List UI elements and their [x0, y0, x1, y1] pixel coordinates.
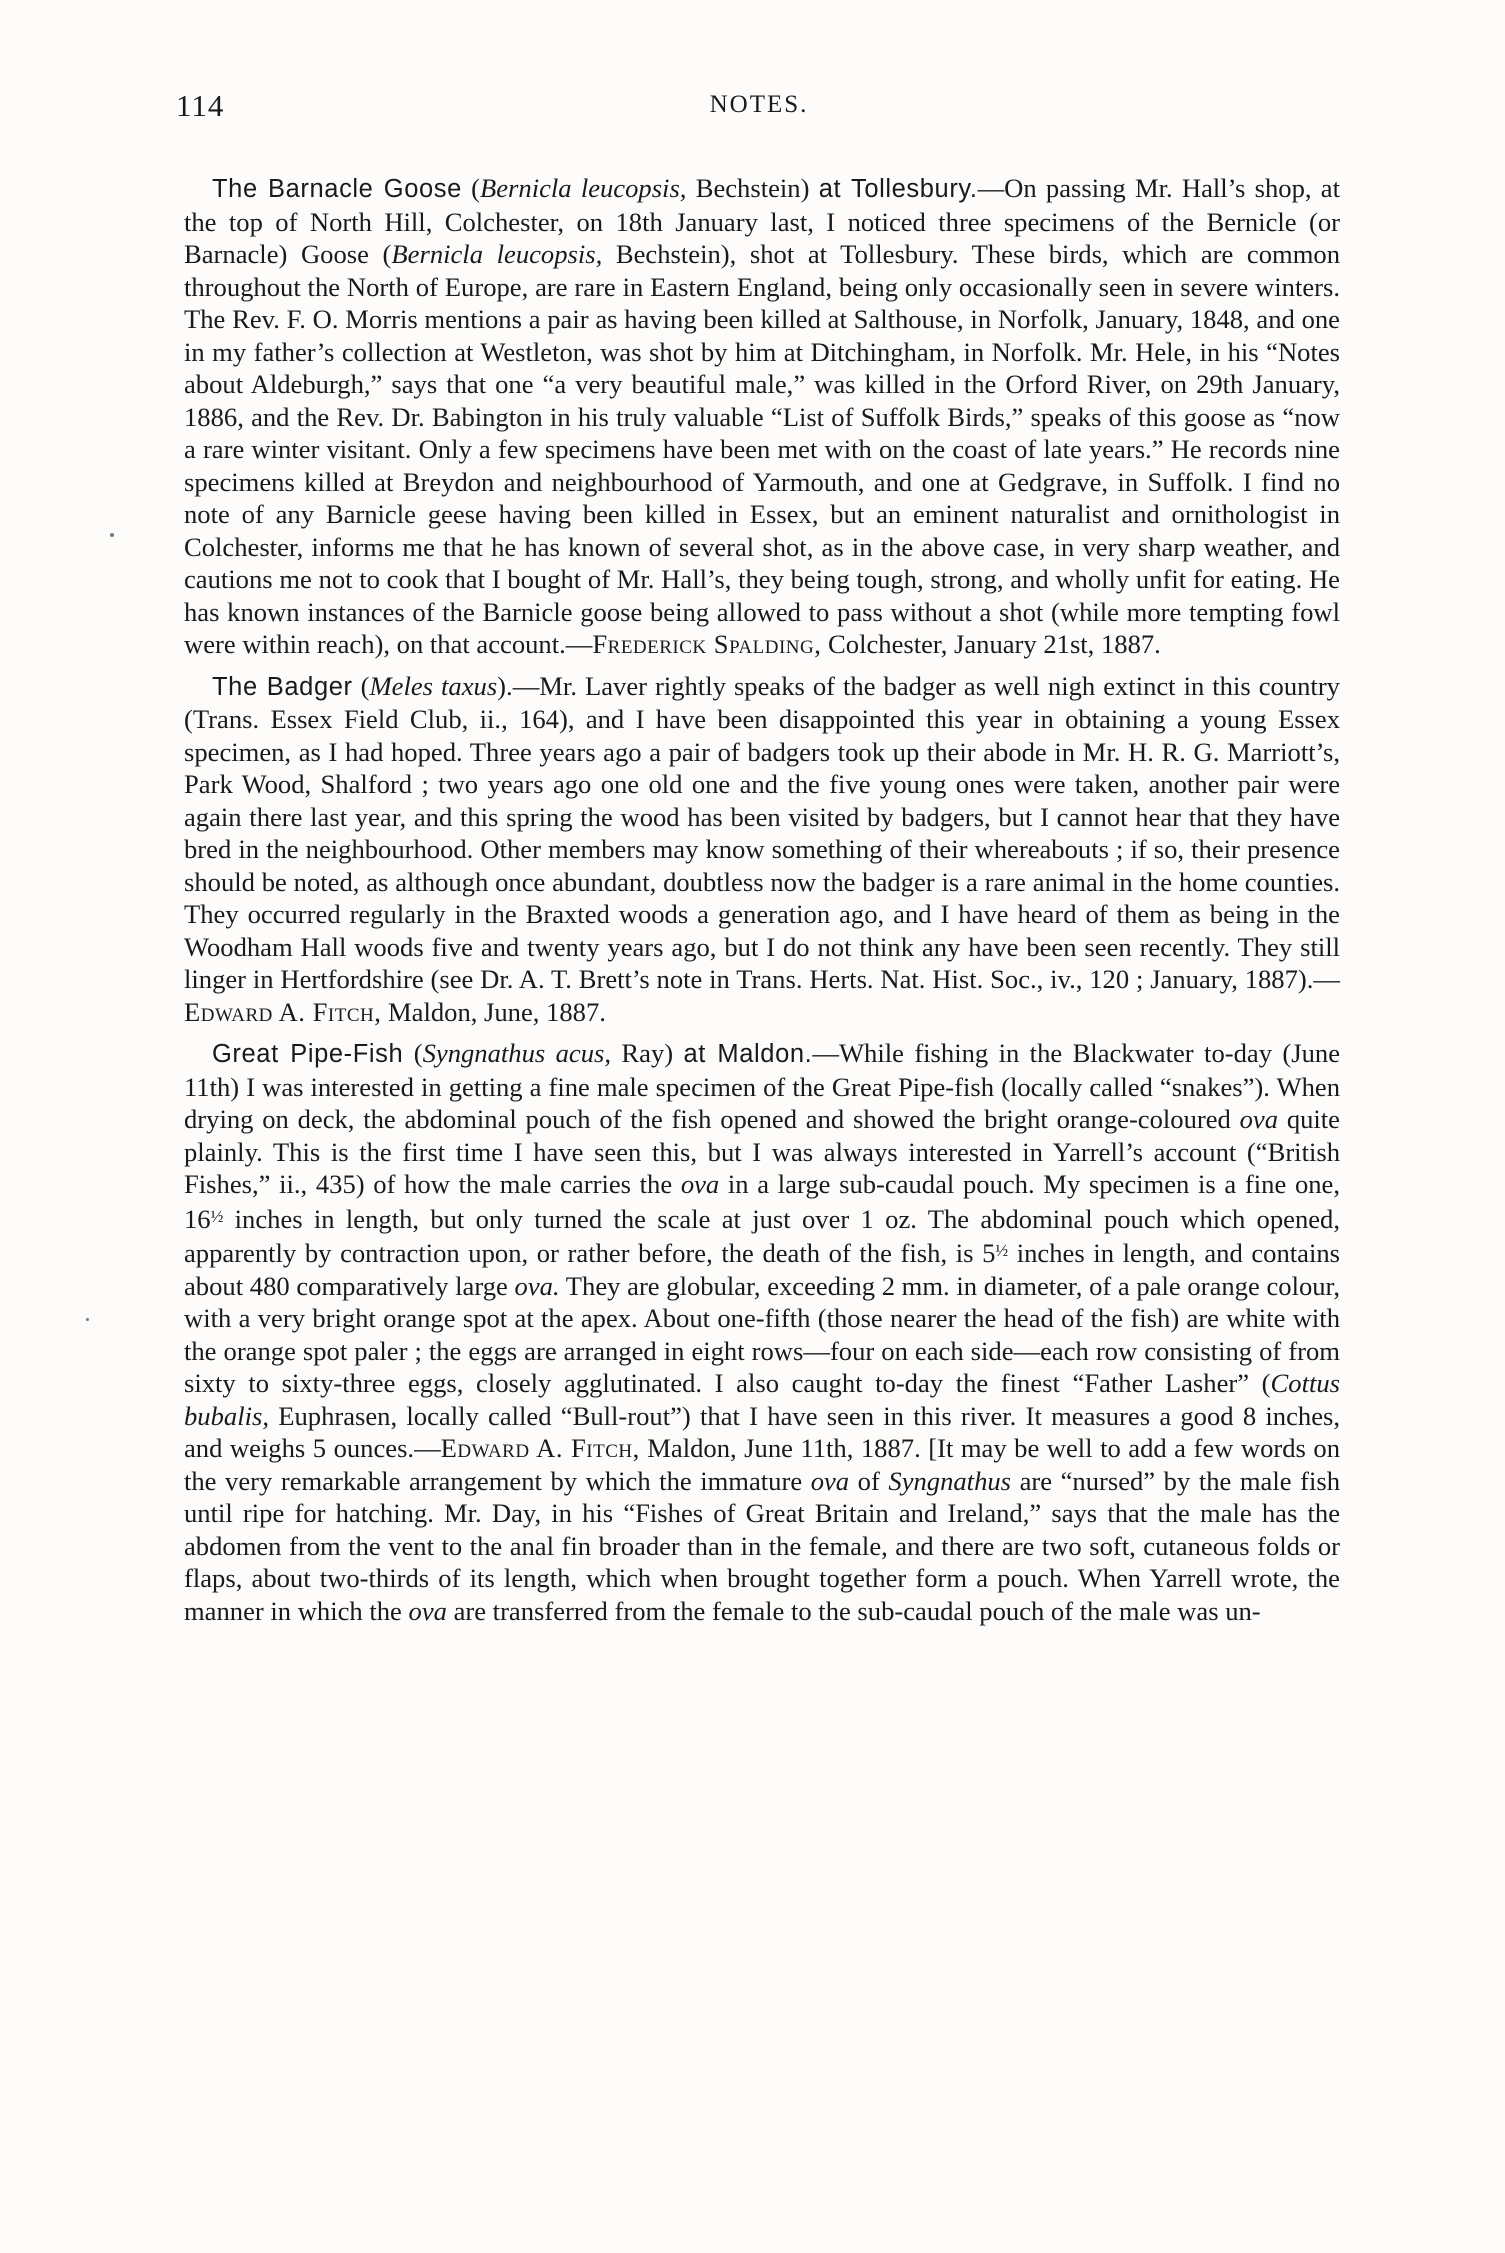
- note-title: Great Pipe-Fish: [212, 1040, 404, 1068]
- text-run: Euphrasen, locally called “Bull-rout”) that I have seen in this river. It measures a good 8 inches, and weighs 5 ounces.—: [184, 1400, 1340, 1463]
- margin-speck: [86, 1318, 89, 1321]
- body-text: [184, 172, 1340, 1636]
- species-name: Bernicla leucopsis,: [480, 173, 687, 203]
- species-name: Bernicla leucopsis,: [391, 239, 603, 269]
- text-run: They are globular, exceeding 2 mm. in diameter, of a pale orange colour, with a very bright orange spot at the apex. About one-fifth (those nearer the head of the fish) are white with the orange spot paler ; the eggs are arranged in eight rows—four on each side—each row consisting of from sixty to sixty-three eggs, closely agglutinated. I also caught to-day the finest “Father Lasher” (: [184, 1270, 1340, 1398]
- text-run: ).: [497, 670, 513, 701]
- note-title-location: at Maldon.: [683, 1040, 813, 1068]
- text-run: —On passing Mr. Hall’s shop, at the top of North Hill, Colchester, on 18th January last, I noticed three specimens of the Bernicle (or Barnacle) Goose (: [184, 173, 1340, 269]
- margin-speck: [110, 533, 114, 537]
- running-head: [176, 88, 1342, 128]
- term-ova: ova: [408, 1595, 447, 1626]
- signoff: Maldon, June, 1887.: [381, 996, 606, 1027]
- text-run: (: [471, 173, 480, 203]
- text-run: inches in length, but only turned the scale at just over 1 oz. The abdominal pouch which opened, apparently by contraction upon, or rather before, the death of the fish, is 5: [184, 1203, 1340, 1268]
- text-run: Bechstein), shot at Tollesbury. These birds, which are common throughout the North of Europe, are rare in Eastern England, being only occasionally seen in severe winters. The Rev. F. O. Morris mentions a pair as having been killed at Salthouse, in Norfolk, January, 1848, and one in my father’s collection at Westleton, was shot by him at Ditchingham, in Norfolk. Mr. Hele, in his “Notes about Aldeburgh,” says that one “a very beautiful male,” was killed in the Orford River, on 29th January, 1886, and the Rev. Dr. Babington in his truly valuable “List of Suffolk Birds,” speaks of this goose as “now a rare winter visitant. Only a few specimens have been met with on the coast of late years.” He records nine specimens killed at Breydon and neighbourhood of Yarmouth, and one at Gedgrave, in Suffolk. I find no note of any Barnicle geese having been killed in Essex, but an eminent naturalist and ornithologist in Colchester, informs me that he has known of several shot, as in the above case, in very sharp weather, and cautions me not to cook that I bought of Mr. Hall’s, they being tough, strong, and wholly unfit for eating. He has known instances of the Barnicle goose being allowed to pass without a shot (while more tempting fowl were within reach), on that account.—: [184, 239, 1340, 659]
- term-ova: ova: [810, 1465, 850, 1496]
- text-run: (: [403, 1038, 423, 1068]
- species-name: Cottus bubalis,: [184, 1368, 1340, 1431]
- text-run: —While fishing in the Blackwater to-day (June 11th) I was interested in getting a fine male specimen of the Great Pipe-fish (locally called “snakes”). When drying on deck, the abdominal pouch of the fish opened and showed the bright orange-coloured: [184, 1038, 1340, 1134]
- author-name: Edward A. Fitch,: [184, 996, 382, 1027]
- species-name: Meles taxus: [369, 670, 498, 701]
- fraction-half: ½: [210, 1206, 224, 1226]
- text-run: quite plainly. This is the first time I have seen this, but I was always interested in Yarrell’s account (“British Fishes,” ii., 435) of how the male carries the: [184, 1104, 1340, 1199]
- text-run: Ray): [611, 1038, 684, 1068]
- note-badger: [184, 670, 1340, 1029]
- note-title-location: at Tollesbury.: [818, 175, 978, 203]
- species-name: Syngnathus acus,: [422, 1038, 612, 1068]
- text-run: Bechstein): [686, 173, 819, 203]
- note-title: The Badger: [212, 672, 353, 701]
- running-title: NOTES.: [709, 91, 809, 118]
- signoff: Colchester, January 21st, 1887.: [821, 629, 1161, 659]
- text-run: inches in length, and contains about 480 comparatively large: [184, 1238, 1340, 1301]
- genus-name: Syngnathus: [888, 1465, 1012, 1496]
- term-ova: ova: [1239, 1104, 1279, 1134]
- term-ova: ova.: [514, 1270, 560, 1301]
- page-number: 114: [176, 88, 225, 123]
- fraction-half: ½: [995, 1241, 1009, 1260]
- text-run: are “nursed” by the male fish until ripe for hatching. Mr. Day, in his “Fishes of Great Britain and Ireland,” says that the male has the abdomen from the vent to the anal fin broader than in the female, and there are two soft, cutaneous folds or flaps, about two-thirds of its length, which when brought together form a pouch. When Yarrell wrote, the manner in which the: [184, 1465, 1341, 1626]
- author-name: Edward A. Fitch,: [440, 1433, 640, 1463]
- note-great-pipe-fish: [184, 1037, 1340, 1627]
- text-run: in a large sub-caudal pouch. My specimen is a fine one, 16: [184, 1169, 1340, 1234]
- term-ova: ova: [680, 1169, 720, 1199]
- text-run: Maldon, June 11th, 1887. [It may be well to add a few words on the very remarkable arrangement by which the immature: [184, 1433, 1340, 1496]
- note-barnacle-goose: [184, 172, 1340, 661]
- note-title: The Barnacle Goose: [212, 175, 462, 203]
- text-run: are transferred from the female to the sub-caudal pouch of the male was un-: [446, 1595, 1261, 1626]
- author-name: Frederick Spalding,: [592, 629, 822, 659]
- text-run: —Mr. Laver rightly speaks of the badger as well nigh extinct in this country (Trans. Essex Field Club, ii., 164), and I have been disappointed this year in obtaining a young Essex specimen, as I had hoped. Three years ago a pair of badgers took up their abode in Mr. H. R. G. Marriott’s, Park Wood, Shalford ; two years ago one old one and the five young ones were taken, another pair were again there last year, and this spring the wood has been visited by badgers, but I cannot hear that they have bred in the neighbourhood. Other members may know something of their whereabouts ; if so, their presence should be noted, as although once abundant, doubtless now the badger is a rare animal in the home counties. They occurred regularly in the Braxted woods a generation ago, and I have heard of them as being in the Woodham Hall woods five and twenty years ago, but I do not think any have been seen recently. They still linger in Hertfordshire (see Dr. A. T. Brett’s note in Trans. Herts. Nat. Hist. Soc., iv., 120 ; January, 1887).—: [184, 670, 1340, 994]
- text-run: of: [849, 1465, 889, 1496]
- text-run: (: [352, 670, 370, 701]
